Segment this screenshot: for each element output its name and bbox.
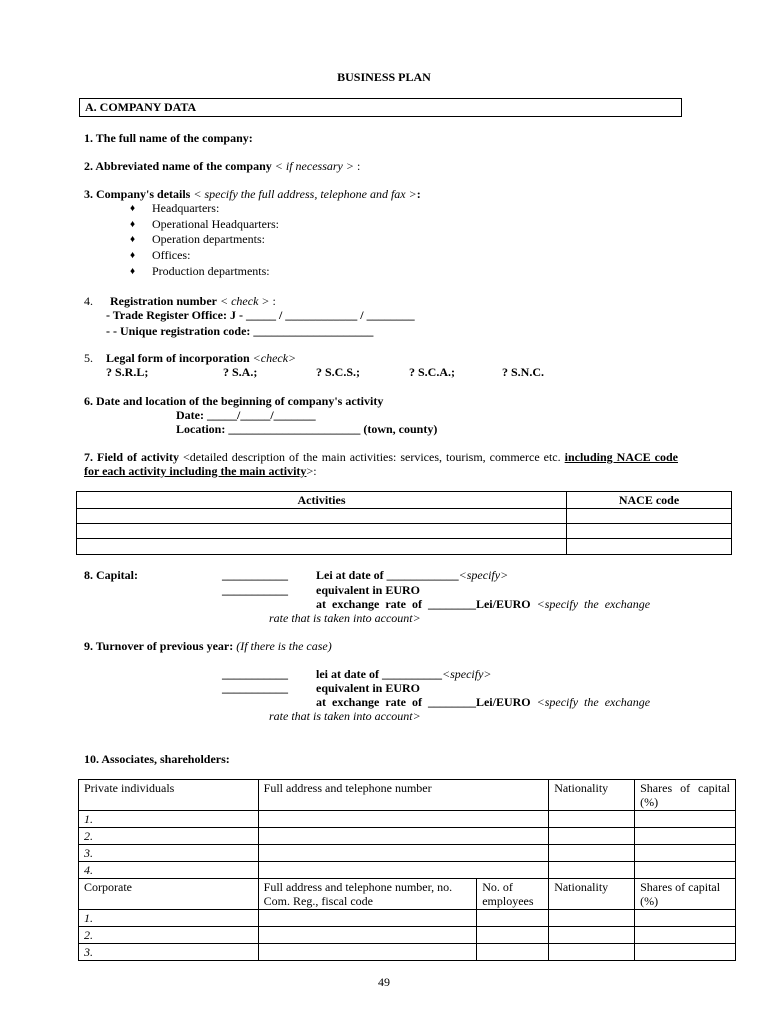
q9-line3: at exchange rate of ________Lei/EURO <specify the exchange — [316, 695, 651, 709]
q4-tail: : — [269, 294, 276, 308]
employees-cell[interactable] — [477, 944, 549, 961]
q9-line4: rate that is taken into account> — [269, 709, 421, 723]
corporate-employees-header: No. of employees — [477, 879, 549, 910]
q7-tail: >: — [306, 464, 317, 478]
q8-line2: equivalent in EURO — [316, 583, 421, 597]
activity-cell[interactable] — [77, 524, 567, 539]
q8-blank-2: ___________ — [222, 583, 288, 597]
employees-cell[interactable] — [477, 927, 549, 944]
q8-line4: rate that is taken into account> — [269, 611, 421, 625]
activity-cell[interactable] — [77, 539, 567, 555]
q6-label: 6. Date and location of the beginning of company's activity — [84, 394, 384, 408]
shares-cell[interactable] — [635, 828, 736, 845]
table-header-activities: Activities — [77, 492, 567, 509]
q7-label: 7. Field of activity — [84, 450, 179, 464]
private-shares-header: Shares of capital (%) — [635, 780, 736, 811]
table-row: 4. — [79, 862, 736, 879]
option-scs: ? S.C.S.; — [316, 365, 361, 379]
nationality-cell[interactable] — [549, 811, 635, 828]
employees-cell[interactable] — [477, 910, 549, 927]
nationality-cell[interactable] — [549, 828, 635, 845]
q8-line1: Lei at date of ____________<specify> — [316, 568, 509, 582]
q4-number: 4. — [84, 294, 93, 308]
q3-hint: < specify the full address, telephone and fax > — [193, 187, 417, 201]
q4-label: Registration number — [110, 294, 217, 308]
diamond-bullet-icon: ♦ — [130, 203, 136, 214]
shareholders-table — [78, 779, 736, 961]
diamond-bullet-icon: ♦ — [130, 265, 136, 277]
q8-label: 8. Capital: — [84, 568, 138, 582]
table-row: 3. — [79, 944, 736, 961]
address-cell[interactable] — [258, 811, 549, 828]
q7-desc: <detailed description of the main activities: services, tourism, commerce etc. — [178, 450, 561, 464]
section-a-heading: A. COMPANY DATA — [85, 100, 197, 114]
activities-table — [76, 491, 732, 555]
q5-hint: <check> — [252, 351, 297, 365]
page-title: BUSINESS PLAN — [337, 70, 431, 84]
corporate-address-header: Full address and telephone number, no. Com. Reg., fiscal code — [258, 879, 477, 910]
trade-register-field: - Trade Register Office: J - _____ / ____________ / ________ — [106, 308, 415, 322]
q5-number: 5. — [84, 351, 93, 365]
q6-location-field: Location: ______________________ (town, county) — [176, 422, 438, 436]
q9-line2: equivalent in EURO — [316, 681, 421, 695]
corporate-nationality-header: Nationality — [549, 879, 635, 910]
q2-tail: : — [353, 159, 361, 173]
table-header-row — [79, 780, 736, 811]
q2-label: 2. Abbreviated name of the company — [84, 159, 272, 173]
address-cell[interactable] — [258, 845, 549, 862]
q8-line3: at exchange rate of ________Lei/EURO <specify the exchange — [316, 597, 651, 611]
shares-cell[interactable] — [635, 944, 736, 961]
address-cell[interactable] — [258, 862, 549, 879]
q8-blank-1: ___________ — [222, 568, 288, 582]
shares-cell[interactable] — [635, 811, 736, 828]
q9-line — [84, 639, 332, 653]
nationality-cell[interactable] — [549, 845, 635, 862]
address-cell[interactable] — [258, 927, 477, 944]
address-cell[interactable] — [258, 944, 477, 961]
q3-line — [84, 187, 421, 201]
table-row: 1. — [79, 910, 736, 927]
nace-cell[interactable] — [567, 539, 732, 555]
table-row: 3. — [79, 845, 736, 862]
q6-date-field: Date: _____/_____/_______ — [176, 408, 316, 422]
list-item: ♦ Headquarters: — [130, 201, 220, 215]
option-sca: ? S.C.A.; — [409, 365, 456, 379]
q9-blank-2: ___________ — [222, 681, 288, 695]
shares-cell[interactable] — [635, 910, 736, 927]
q9-label: 9. Turnover of previous year: — [84, 639, 234, 653]
q3-tail: : — [416, 187, 421, 201]
q10-label: 10. Associates, shareholders: — [84, 752, 230, 766]
q3-label: 3. Company's details — [84, 187, 191, 201]
option-srl: ? S.R.L; — [106, 365, 149, 379]
list-item: ♦ Production departments: — [130, 263, 270, 278]
list-item: ♦ Offices: — [130, 248, 191, 263]
q1-label: 1. The full name of the company: — [84, 131, 253, 145]
table-row — [77, 524, 732, 539]
diamond-bullet-icon: ♦ — [130, 234, 136, 246]
nace-cell[interactable] — [567, 509, 732, 524]
q5-line — [106, 351, 296, 365]
q9-hint: (If there is the case) — [236, 639, 332, 653]
address-cell[interactable] — [258, 828, 549, 845]
q4-line — [110, 294, 276, 308]
q3-details-list — [130, 201, 279, 279]
q7-paragraph — [84, 450, 678, 478]
page-number: 49 — [378, 975, 390, 989]
shares-cell[interactable] — [635, 862, 736, 879]
activity-cell[interactable] — [77, 509, 567, 524]
table-header-row — [77, 492, 732, 509]
private-address-header: Full address and telephone number — [258, 780, 549, 811]
corporate-header: Corporate — [79, 879, 259, 910]
list-item: ♦ Operation departments: — [130, 232, 265, 247]
table-row: 1. — [79, 811, 736, 828]
table-row — [77, 509, 732, 524]
q5-label: Legal form of incorporation — [106, 351, 250, 365]
table-header-row — [79, 879, 736, 910]
shares-cell[interactable] — [635, 927, 736, 944]
q9-line1: lei at date of __________<specify> — [316, 667, 492, 681]
nationality-cell[interactable] — [549, 927, 635, 944]
list-item: ♦ Operational Headquarters: — [130, 216, 279, 231]
nationality-cell[interactable] — [549, 910, 635, 927]
q2-hint: < if necessary > — [274, 159, 354, 173]
q7-underlined: including NACE code for each activity including the main activity — [84, 450, 678, 478]
shares-cell[interactable] — [635, 845, 736, 862]
private-nationality-header: Nationality — [549, 780, 635, 811]
nationality-cell[interactable] — [549, 862, 635, 879]
section-a-box — [79, 98, 682, 117]
table-row: 2. — [79, 828, 736, 845]
nationality-cell[interactable] — [549, 944, 635, 961]
table-row: 2. — [79, 927, 736, 944]
unique-registration-field: - - Unique registration code: ____________________ — [106, 324, 374, 338]
q4-hint: < check > — [220, 294, 270, 308]
option-sa: ? S.A.; — [223, 365, 258, 379]
q2-line — [84, 159, 360, 173]
diamond-bullet-icon: ♦ — [130, 250, 136, 262]
nace-cell[interactable] — [567, 524, 732, 539]
private-individuals-header: Private individuals — [79, 780, 259, 811]
option-snc: ? S.N.C. — [502, 365, 545, 379]
corporate-shares-header: Shares of capital (%) — [635, 879, 736, 910]
diamond-bullet-icon: ♦ — [130, 218, 136, 230]
table-header-nace: NACE code — [567, 492, 732, 509]
address-cell[interactable] — [258, 910, 477, 927]
q9-blank-1: ___________ — [222, 667, 288, 681]
table-row — [77, 539, 732, 555]
